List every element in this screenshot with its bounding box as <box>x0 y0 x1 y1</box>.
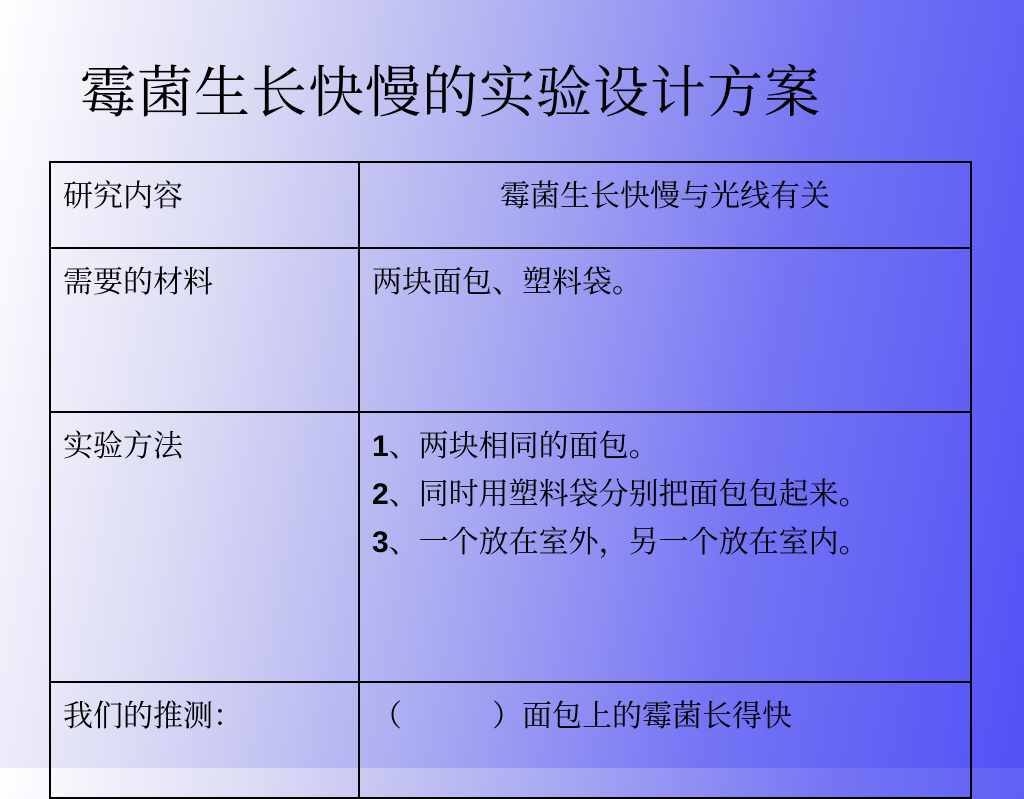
table-row-hypothesis <box>50 682 971 798</box>
slide-title: 霉菌生长快慢的实验设计方案 <box>80 61 821 126</box>
row-label-hypothesis: 我们的推测： <box>50 682 359 798</box>
table-row-materials <box>50 248 971 412</box>
table-row-method <box>50 412 971 682</box>
step-text: 、同时用塑料袋分别把面包包起来。 <box>388 477 869 512</box>
row-value-hypothesis: （ ）面包上的霉菌长得快 <box>359 682 971 798</box>
method-step-2 <box>372 475 958 515</box>
step-text: 、两块相同的面包。 <box>388 429 659 464</box>
row-value-method <box>359 412 971 682</box>
row-label-method: 实验方法 <box>50 412 359 682</box>
method-step-1 <box>372 427 958 467</box>
step-number: 1 <box>372 430 389 463</box>
row-label-research-content: 研究内容 <box>50 162 359 248</box>
step-number: 3 <box>372 526 389 559</box>
step-text: 、一个放在室外，另一个放在室内。 <box>388 525 869 560</box>
method-step-3 <box>372 523 958 563</box>
step-number: 2 <box>372 478 389 511</box>
row-value-research-content: 霉菌生长快慢与光线有关 <box>359 162 971 248</box>
row-value-materials: 两块面包、塑料袋。 <box>359 248 971 412</box>
table-row-research-content <box>50 162 971 248</box>
row-label-materials: 需要的材料 <box>50 248 359 412</box>
experiment-plan-table <box>49 161 972 799</box>
